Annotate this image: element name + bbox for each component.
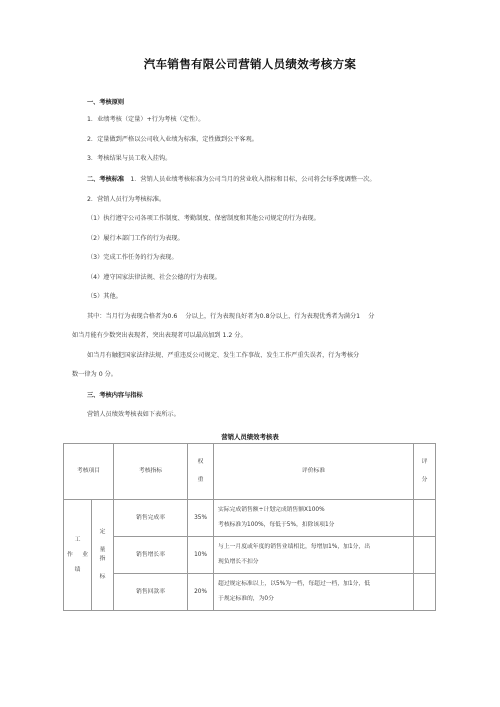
indicator-cell: 销售回款率: [114, 574, 188, 611]
group-category-char: 绩: [74, 566, 81, 573]
standard-cell: [214, 574, 414, 611]
performance-table: [63, 443, 436, 611]
standards-first-line: [87, 175, 376, 184]
group-type-line-2: [92, 555, 113, 582]
document-title: 汽车销售有限公司营销人员绩效考核方案: [143, 57, 357, 71]
standard-line: 超过规定标准以上，以5%为一档，每超过一档，加1分，低: [218, 581, 371, 587]
header-item: 考核项目: [64, 444, 114, 500]
weight-cell: 35%: [188, 500, 214, 537]
behavior-item-4: （4）遵守国家法律法规、社会公德的行为表现。: [87, 274, 221, 281]
group-category-char: 工: [74, 536, 81, 543]
section-heading-standards: 二、考核标准: [87, 176, 125, 183]
group-category-char: 业: [82, 551, 88, 558]
header-weight-bottom: 重: [197, 477, 204, 483]
standard-line: 与上一月度或年度的销售业绩相比，每增加1%，加1分，出: [218, 544, 371, 550]
table-row: [64, 537, 436, 574]
weight-cell: 10%: [188, 537, 214, 574]
standard-cell: [214, 537, 414, 574]
group-type-cell: [92, 500, 114, 611]
scoring-paragraph-line-1: 其中：当月行为表现合格者为0.6 分以上，行为表现良好者为0.8分以上，行为表现优秀者为满分1 分: [87, 313, 375, 320]
violation-paragraph-line-2: 数一律为 0 分。: [72, 371, 117, 378]
principle-3: 3．考核结果与员工收入挂钩。: [87, 155, 172, 162]
standard-line: 现负增长不扣分: [218, 559, 259, 565]
table-title: 营销人员绩效考核表: [221, 433, 279, 441]
group-type-char: 标: [99, 574, 106, 580]
table-row: [64, 574, 436, 611]
group-category-char: 作: [67, 551, 73, 558]
principle-1: 1．业绩考核（定量）+行为考核（定性）。: [87, 116, 205, 123]
score-cell[interactable]: [414, 574, 436, 611]
standard-cell: [214, 500, 414, 537]
indicator-cell: 销售增长率: [114, 537, 188, 574]
group-type-char: 量: [99, 547, 106, 553]
behavior-item-3: （3）完成工作任务的行为表现。: [87, 254, 178, 261]
behavior-item-5: （5）其他。: [87, 293, 122, 300]
group-type-line-1: [92, 528, 113, 555]
header-score-bottom: 分: [421, 477, 428, 483]
header-weight: [188, 444, 214, 500]
principle-2: 2．定量做到严格以公司收入业绩为标准，定性做到公平客观。: [87, 136, 258, 143]
standard-line: 考核标准为100%，每低于5%，扣除该项1分: [218, 522, 335, 528]
group-type-char: 指: [99, 556, 106, 562]
behavior-item-2: （2）履行本部门工作的行为表现。: [87, 235, 184, 242]
score-cell[interactable]: [414, 537, 436, 574]
section-heading-principles: 一、考核原则: [87, 99, 125, 106]
group-type-char: 定: [99, 529, 106, 535]
table-intro: 营销人员绩效考核表如下表所示。: [87, 411, 180, 418]
header-indicator: 考核指标: [114, 444, 188, 500]
standard-2: 2．营销人员行为考核标准。: [87, 196, 166, 203]
standard-line: 于规定标准的，为0分: [218, 596, 274, 602]
score-cell[interactable]: [414, 500, 436, 537]
scoring-paragraph-line-2: 如当月能有少数突出表现者，突出表现者可以最高加到 1.2 分。: [72, 332, 247, 339]
standard-1: 1．营销人员业绩考核标准为公司当月的营业收入指标和目标，公司将会每季度调整一次。: [130, 176, 376, 183]
violation-paragraph-line-1: 如当月有触犯国家法律法规、严重违反公司规定、发生工作事故、发生工作严重失误者，行为考核分: [87, 352, 360, 359]
standard-line: 实际完成销售额÷计划完成销售额X100%: [218, 507, 325, 513]
indicator-cell: 销售完成率: [114, 500, 188, 537]
table-row: [64, 500, 436, 537]
table-header-row: [64, 444, 436, 500]
header-score: [414, 444, 436, 500]
weight-cell: 20%: [188, 574, 214, 611]
header-score-top: 评: [421, 459, 428, 465]
behavior-item-1: （1）执行遵守公司各项工作制度、考勤制度、保密制度和其他公司规定的行为表现。: [87, 215, 320, 222]
group-category-cell: [64, 500, 92, 611]
header-weight-top: 权: [197, 459, 204, 465]
header-standard: 评价标准: [214, 444, 414, 500]
section-heading-content: 三、考核内容与指标: [87, 392, 143, 399]
